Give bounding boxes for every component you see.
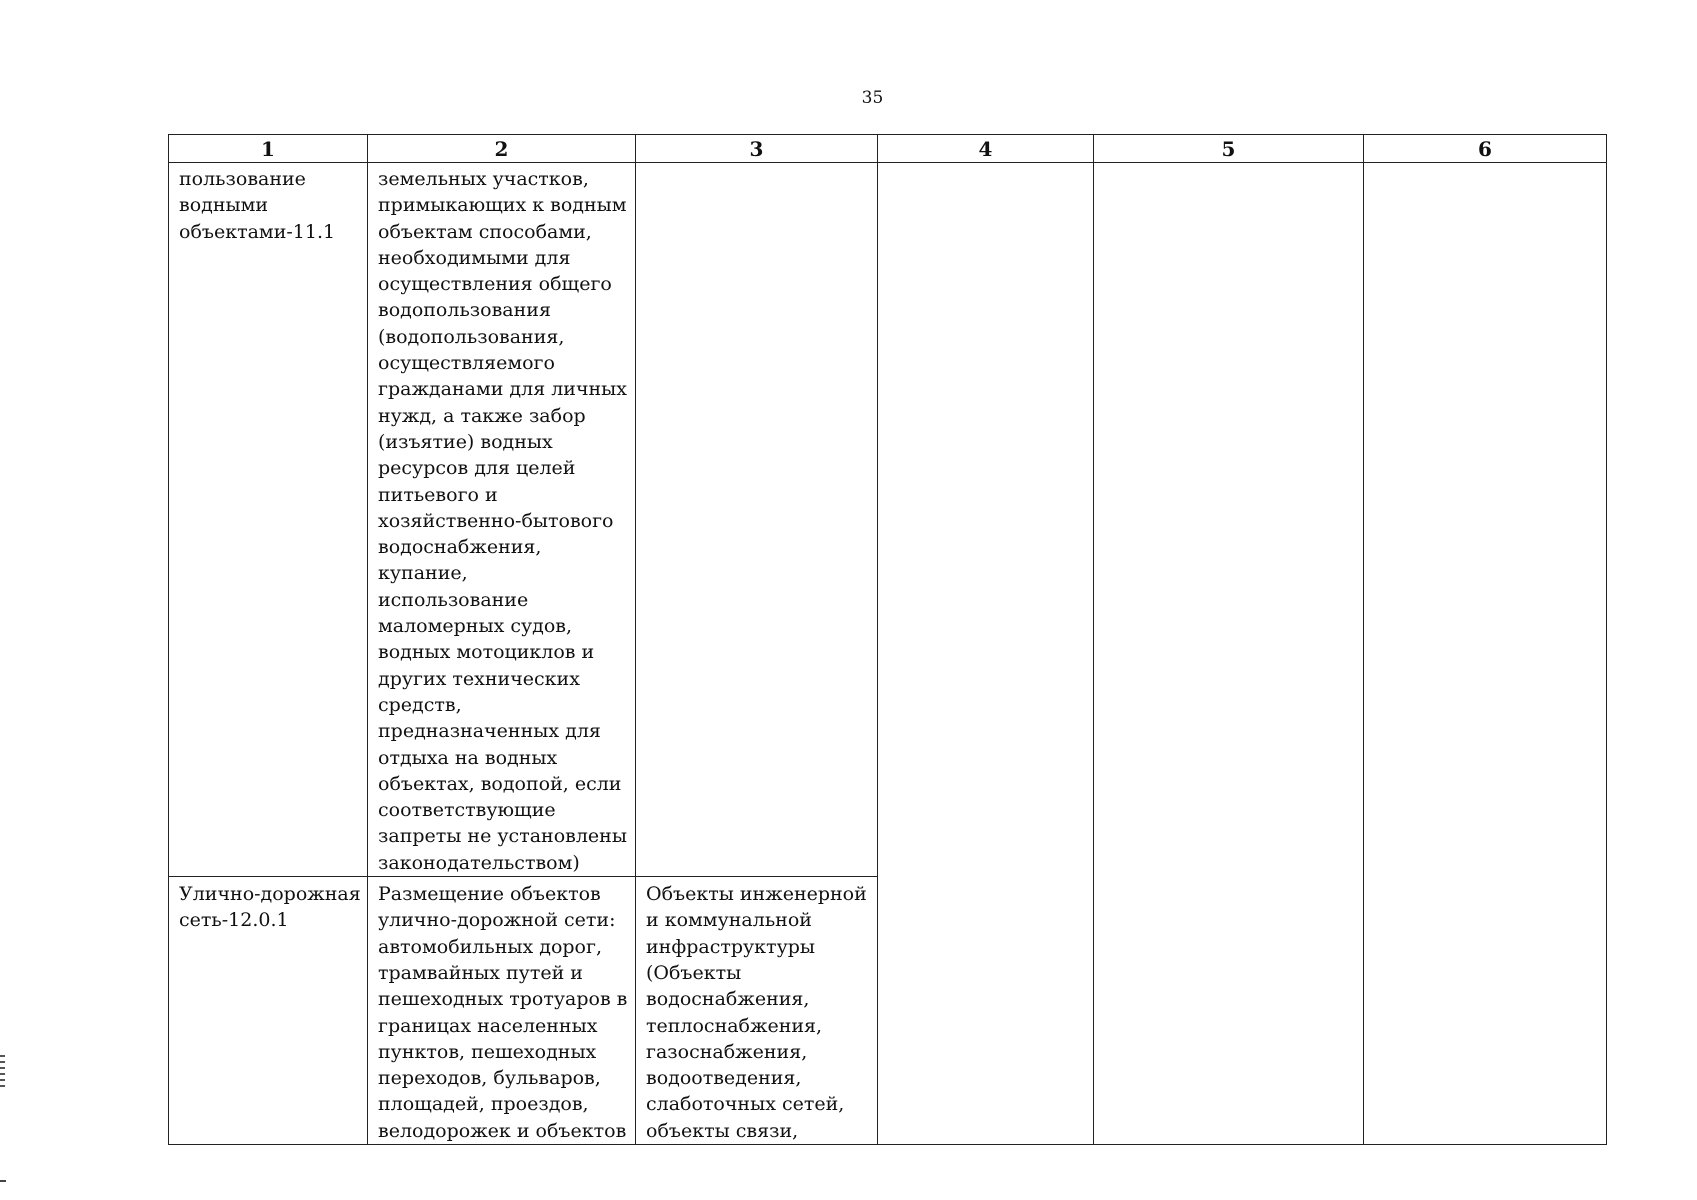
cell-text — [1364, 163, 1606, 166]
table-cell — [636, 163, 878, 877]
table-row — [169, 163, 1607, 877]
cell-text: земельных участков, примыкающих к водным объектам способами, необходимыми для осуществления общего водопользования (водопользования, осуществляемого гражданами для личных нужд, а также забор (изъятие) водных ресурсов для целей питьевого и хозяйственно-бытового водоснабжения, купание, использование маломерных судов, водных мотоциклов и других технических средств, предназначенных для отдыха на водных объектах, водопой, если соответствующие запреты не установлены законодательством) — [378, 168, 628, 874]
cell-text: пользование водными объектами-11.1 — [179, 168, 336, 243]
cell-text — [636, 163, 877, 166]
cell-text: Улично-дорожная сеть-12.0.1 — [179, 883, 361, 932]
cell-text: Объекты инженерной и коммунальной инфраструктуры (Объекты водоснабжения, теплоснабжения, газоснабжения, водоотведения, слаботочных сетей, объекты связи, — [646, 883, 867, 1142]
table-header-row — [169, 135, 1607, 163]
table-cell — [169, 163, 368, 877]
table-cell — [1364, 163, 1607, 1145]
margin-binding-marks — [0, 1055, 6, 1091]
zoning-table — [168, 134, 1607, 1145]
cell-text — [1094, 163, 1363, 166]
page-number: 35 — [861, 88, 884, 108]
cell-text: Размещение объектов улично-дорожной сети: автомобильных дорог, трамвайных путей и пешеходных тротуаров в границах населенных пунктов, пешеходных переходов, бульваров, площадей, проездов, велодорожек и объектов — [378, 883, 628, 1142]
table-cell — [368, 163, 636, 877]
column-header-2: 2 — [368, 135, 636, 163]
margin-dash — [0, 1180, 6, 1182]
table-cell — [1094, 163, 1364, 1145]
table-cell — [636, 877, 878, 1145]
table-cell — [878, 163, 1094, 1145]
column-header-5: 5 — [1094, 135, 1364, 163]
table-cell — [169, 877, 368, 1145]
column-header-6: 6 — [1364, 135, 1607, 163]
table-cell — [368, 877, 636, 1145]
column-header-1: 1 — [169, 135, 368, 163]
cell-text — [878, 163, 1093, 166]
column-header-4: 4 — [878, 135, 1094, 163]
column-header-3: 3 — [636, 135, 878, 163]
